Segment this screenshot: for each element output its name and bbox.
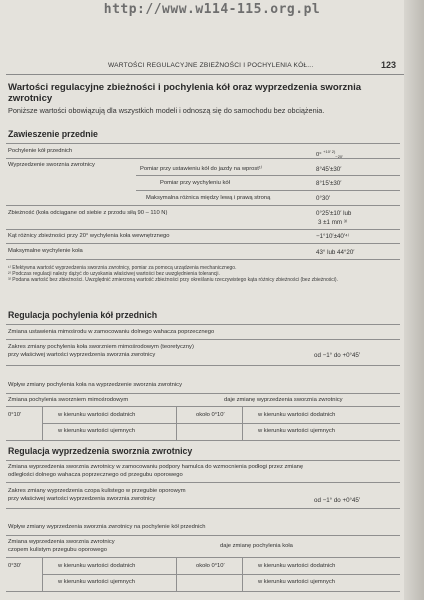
row-divider: [6, 259, 400, 260]
caster-table-head: daje zmianę pochylenia koła: [220, 543, 293, 549]
camber-direction: w kierunku wartości ujemnych: [58, 428, 135, 434]
front-label: Maksymalne wychylenie koła: [8, 248, 83, 254]
row-divider: [6, 440, 400, 441]
row-divider: [6, 339, 400, 340]
front-value: 8°15′±30′: [316, 180, 342, 187]
footnote: ³⁾ Podana wartość bez zbieżności. Uwzględnić zmierzoną wartość zbieżności przy określaniu rzeczywistego kąta różnicy zbieżności (bez zbieżności).: [8, 277, 338, 283]
front-sub-label: Pomiar przy ustawieniu kół do jazdy na wprost¹⁾: [140, 166, 263, 172]
caster-table-head: Zmiana wyprzedzenia sworznia zwrotnicy: [8, 539, 115, 545]
caster-text: przy właściwej wartości wyprzedzenia sworznia zwrotnicy: [8, 496, 156, 502]
row-divider: [136, 175, 400, 176]
row-divider: [42, 423, 400, 424]
row-divider: [6, 143, 400, 144]
front-label: Wyprzedzenie sworznia zwrotnicy: [8, 162, 95, 168]
row-divider: [6, 365, 400, 366]
front-value: 43° lub 44°20′: [316, 249, 355, 256]
row-divider: [6, 508, 400, 509]
caster-text: odległości dolnego wahacza poprzecznego od przegubu oporowego: [8, 472, 183, 478]
section-title-front: Zawieszenie przednie: [8, 129, 98, 139]
row-divider: [136, 190, 400, 191]
front-value: 0°25′±10′ lub: [316, 210, 352, 217]
footnote: ¹⁾ Efektywna wartość wyprzedzenia sworznia zwrotnicy, pomiar za pomocą urządzenia mechanicznego.: [8, 265, 237, 271]
caster-table-head: czopem kulistym przegubu oporowego: [8, 547, 107, 553]
front-value: 8°45′±30′: [316, 166, 342, 173]
row-divider: [6, 460, 400, 461]
footnote: ²⁾ Podczas regulacji należy dążyć do uzyskania właściwej wartości bez uwzględnienia tolerancji.: [8, 271, 220, 277]
header-rule: [6, 74, 404, 75]
caster-direction: w kierunku wartości ujemnych: [258, 579, 335, 585]
camber-table-head: Zmiana pochylenia sworzniem mimośrodowym: [8, 397, 129, 403]
caster-change-value: 0°30′: [8, 563, 22, 569]
camber-text: przy właściwej wartości wyprzedzenia sworznia zwrotnicy: [8, 352, 156, 358]
front-value: 0°30′: [316, 195, 330, 202]
camber-direction: w kierunku wartości ujemnych: [258, 428, 335, 434]
front-label: Zbieżność (koła odciągane od siebie z przodu siłą 90 – 110 N): [8, 210, 168, 216]
camber-text: Zakres zmiany pochylenia koła sworzniem mimośrodowym (teoretyczny): [8, 344, 194, 350]
camber-table-head: daje zmianę wyprzedzenia sworznia zwrotnicy: [224, 397, 343, 403]
front-sub-label: Maksymalna różnica między lewą i prawą stroną: [146, 195, 271, 201]
caster-result-value: około 0°10′: [196, 563, 225, 569]
camber-result-value: około 0°10′: [196, 412, 225, 418]
camber-change-value: 0°10′: [8, 412, 22, 418]
row-divider: [6, 324, 400, 325]
camber-text: Zmiana ustawienia mimośrodu w zamocowaniu dolnego wahacza poprzecznego: [8, 329, 215, 335]
watermark-url: http://www.w114-115.org.pl: [103, 2, 321, 17]
row-divider: [6, 535, 400, 536]
front-value: 0° $^{+10' 2)}_{-20'}$: [316, 149, 343, 160]
row-divider: [6, 158, 400, 159]
section-title-camber: Regulacja pochylenia kół przednich: [8, 310, 158, 320]
caster-direction: w kierunku wartości dodatnich: [258, 563, 336, 569]
front-label: Pochylenie kół przednich: [8, 148, 73, 154]
row-divider: [6, 557, 400, 558]
running-head: [8, 60, 396, 74]
front-sub-label: Pomiar przy wychyleniu kół: [160, 180, 230, 186]
row-divider: [6, 591, 400, 592]
front-label: Kąt różnicy zbieżności przy 20° wychylenia koła wewnętrznego: [8, 233, 170, 239]
row-divider: [6, 229, 400, 230]
row-divider: [6, 205, 400, 206]
caster-direction: w kierunku wartości ujemnych: [58, 579, 135, 585]
front-value: −1°10′±40′⁴⁾: [316, 233, 350, 240]
front-value: 3 ±1 mm ³⁾: [318, 219, 348, 226]
page-number: 123: [380, 60, 396, 70]
camber-influence-caption: Wpływ zmiany pochylenia koła na wyprzedzenie sworznia zwrotnicy: [8, 382, 182, 388]
row-divider: [6, 406, 400, 407]
caster-influence-caption: Wpływ zmiany wyprzedzenia sworznia zwrotnicy na pochylenie kół przednich: [8, 524, 206, 530]
row-divider: [6, 482, 400, 483]
camber-direction: w kierunku wartości dodatnich: [58, 412, 136, 418]
caster-range-value: od −1° do +0°45′: [314, 497, 361, 504]
intro-text: Poniższe wartości obowiązują dla wszystkich modeli i odnoszą się do samochodu bez obciążenia.: [8, 106, 325, 115]
camber-range-value: od −1° do +0°45′: [314, 352, 361, 359]
caster-text: Zakres zmiany wyprzedzenia czopa kulistego w przegubie oporowym: [8, 488, 186, 494]
caster-text: Zmiana wyprzedzenia sworznia zwrotnicy w zamocowaniu podpory hamulca do wzmocnienia podłogi przez zmianę: [8, 464, 304, 470]
running-head-title: WARTOŚCI REGULACYJNE ZBIEŻNOŚCI I POCHYLENIA KÓŁ...: [108, 62, 314, 69]
main-title: Wartości regulacyjne zbieżności i pochylenia kół oraz wyprzedzenia sworznia zwrotnicy: [8, 82, 362, 104]
row-divider: [42, 574, 400, 575]
row-divider: [6, 243, 400, 244]
book-spine-edge: [404, 0, 424, 600]
row-divider: [6, 393, 400, 394]
caster-direction: w kierunku wartości dodatnich: [58, 563, 136, 569]
section-title-caster: Regulacja wyprzedzenia sworznia zwrotnicy: [8, 446, 193, 456]
camber-direction: w kierunku wartości dodatnich: [258, 412, 336, 418]
